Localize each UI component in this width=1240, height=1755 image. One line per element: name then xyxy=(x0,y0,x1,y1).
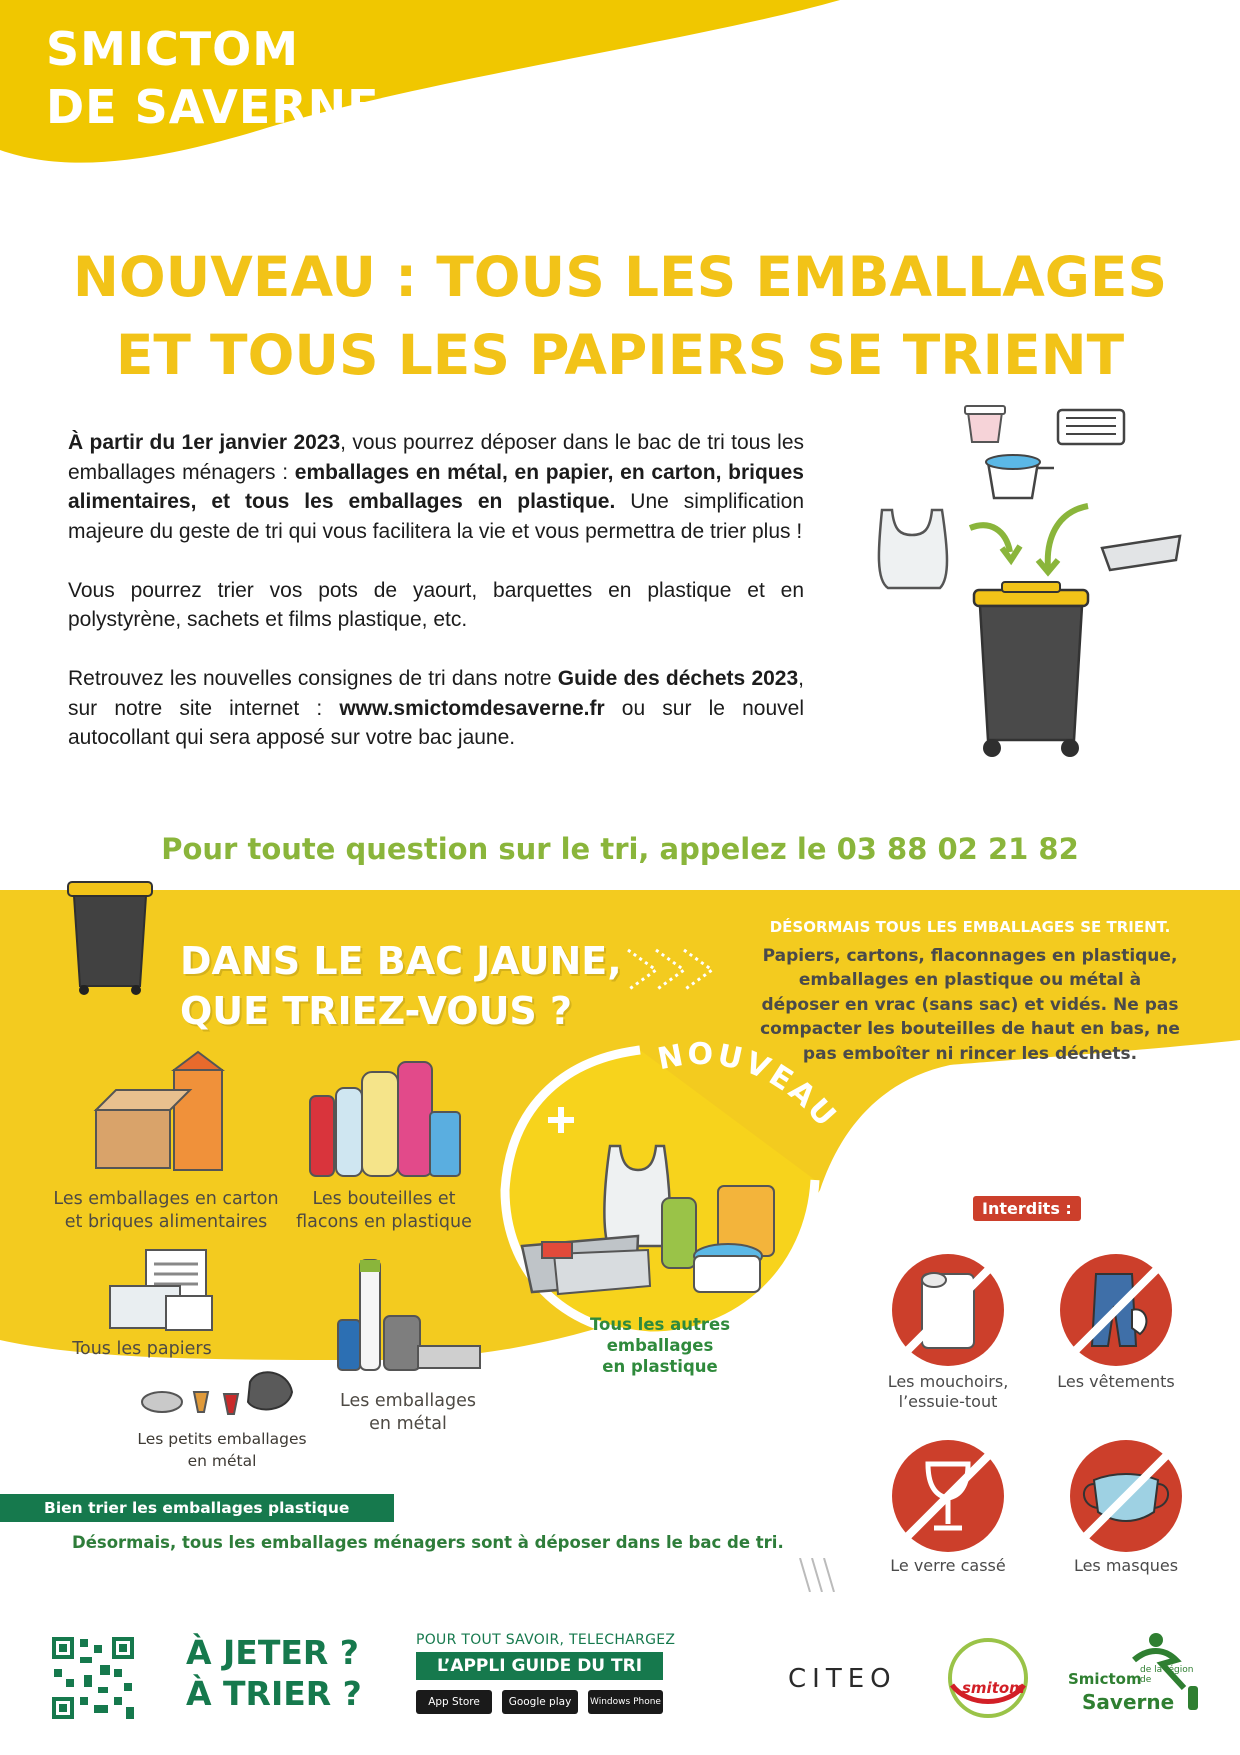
forbidden-vetements: Les vêtements xyxy=(1057,1372,1175,1391)
item-bouteilles-line1: Les bouteilles et xyxy=(312,1189,456,1209)
plastic-sorting-note: Désormais, tous les emballages ménagers sont à déposer dans le bac de tri. xyxy=(72,1533,784,1552)
qr-code-icon[interactable] xyxy=(50,1635,136,1721)
org-name-line2: DE SAVERNE xyxy=(46,80,380,134)
small-metal-packaging-icon xyxy=(138,1362,298,1422)
sorting-instructions-body: Papiers, cartons, flaconnages en plastique, emballages en plastique ou métal à déposer en vrac (sans sac) et vidés. Ne pas compacter les bouteilles de haut en bas, ne pas emboîter ni rincer les déchets. xyxy=(760,945,1180,1064)
item-autres-line1: Tous les autres xyxy=(589,1315,731,1334)
smictom-region-subtitle: de la région de xyxy=(1140,1665,1194,1685)
green-arrow-icon xyxy=(970,506,1088,572)
intro-paragraph-2: Vous pourrez trier vos pots de yaourt, barquettes en plastique et en polystyrène, sachets et films plastique, etc. xyxy=(68,578,804,631)
item-bouteilles-line2: flacons en plastique xyxy=(296,1212,472,1232)
infographic-title-line2: QUE TRIEZ-VOUS ? xyxy=(180,989,573,1033)
intro-text-run: , vous pourrez déposer dans le bac de tri tous les emballages ménagers : xyxy=(68,431,804,484)
tissues-forbidden-icon xyxy=(888,1250,1008,1370)
item-carton xyxy=(48,1188,284,1234)
other-plastics-icon xyxy=(518,1136,788,1306)
org-name xyxy=(46,20,380,136)
intro-text-run: , sur notre site internet : xyxy=(68,667,805,720)
item-carton-line2: et briques alimentaires xyxy=(64,1212,268,1232)
windows-phone-button[interactable]: Windows Phone xyxy=(588,1690,663,1714)
intro-text-run: ou sur le nouvel autocollant qui sera apposé sur votre bac jaune. xyxy=(68,696,804,749)
papers-icon xyxy=(106,1246,216,1336)
infographic-title-line1: DANS LE BAC JAUNE, xyxy=(180,939,622,983)
item-metal-line2: en métal xyxy=(369,1414,447,1434)
app-name-banner[interactable]: L’APPLI GUIDE DU TRI xyxy=(416,1652,663,1680)
metal-packaging-icon xyxy=(334,1250,484,1380)
forbidden-verre: Le verre cassé xyxy=(890,1556,1006,1575)
page-title xyxy=(0,238,1240,394)
app-store-button[interactable]: App Store xyxy=(416,1690,492,1714)
hotline-text: Pour toute question sur le tri, appelez le 03 88 02 21 82 xyxy=(161,832,1079,866)
interdits-badge: Interdits : xyxy=(973,1196,1081,1221)
item-papiers: Tous les papiers xyxy=(72,1339,212,1359)
jeter-trier-slogan xyxy=(186,1632,362,1714)
sorting-instructions-lead: DÉSORMAIS TOUS LES EMBALLAGES SE TRIENT. xyxy=(769,918,1171,936)
smitom-logo-text: smitom xyxy=(962,1679,1025,1697)
plastic-bag-icon xyxy=(879,510,947,588)
intro-text-run: Retrouvez les nouvelles consignes de tri dans notre xyxy=(68,667,558,690)
food-tray-icon xyxy=(1102,536,1180,570)
guide-link-text: Guide des déchets 2023 xyxy=(557,667,799,690)
yellow-bin-illustration xyxy=(870,400,1200,770)
item-petits-metal-line1: Les petits emballages xyxy=(137,1430,307,1448)
forbidden-mouchoirs xyxy=(868,1372,1028,1412)
item-petits-metal-line2: en métal xyxy=(187,1452,257,1470)
google-play-button[interactable]: Google play xyxy=(502,1690,578,1714)
website-link[interactable]: www.smictomdesaverne.fr xyxy=(339,696,605,720)
item-metal-line1: Les emballages xyxy=(340,1391,476,1411)
org-name-line1: SMICTOM xyxy=(46,22,300,76)
decorative-slashes xyxy=(796,1558,836,1592)
smictom-region-name: Smictom xyxy=(1068,1670,1142,1688)
item-bouteilles xyxy=(284,1188,484,1234)
intro-text xyxy=(68,428,804,782)
item-carton-line1: Les emballages en carton xyxy=(53,1189,279,1209)
forbidden-mouchoirs-line1: Les mouchoirs, xyxy=(887,1372,1009,1391)
carton-box-icon xyxy=(92,1050,232,1180)
nouveau-text: NOUVEAU xyxy=(654,1036,845,1136)
app-download-label: POUR TOUT SAVOIR, TELECHARGEZ xyxy=(416,1632,676,1648)
svg-text:NOUVEAU xyxy=(655,1037,845,1136)
plastic-basket-icon xyxy=(1058,410,1124,444)
smitom-logo-icon xyxy=(938,1635,1038,1721)
citeo-logo: CITEO xyxy=(788,1664,897,1694)
intro-date: À partir du 1er janvier 2023 xyxy=(68,431,341,454)
blue-bowl-icon xyxy=(986,455,1054,498)
jeter-line: À JETER ? xyxy=(186,1633,359,1672)
item-autres-line2: emballages xyxy=(606,1336,714,1355)
trier-line: À TRIER ? xyxy=(186,1674,362,1713)
page-title-line2: ET TOUS LES PAPIERS SE TRIENT xyxy=(115,323,1125,387)
forbidden-masques: Les masques xyxy=(1073,1556,1179,1575)
item-petits-metal xyxy=(122,1428,322,1472)
page-title-line1: NOUVEAU : TOUS LES EMBALLAGES xyxy=(72,245,1168,309)
dark-bin-icon xyxy=(64,876,156,996)
clothes-forbidden-icon xyxy=(1056,1250,1176,1370)
yellow-lid-bin-icon xyxy=(974,582,1088,757)
intro-paragraph-3 xyxy=(68,664,804,753)
broken-glass-forbidden-icon xyxy=(888,1436,1008,1556)
intro-packaging-list: emballages en métal, en papier, en carton, briques alimentaires, et tous les emballages en plastique. xyxy=(68,460,804,513)
item-metal xyxy=(318,1390,498,1436)
item-autres-line3: en plastique xyxy=(602,1357,718,1376)
mask-forbidden-icon xyxy=(1066,1436,1186,1556)
item-autres-plastiques xyxy=(560,1314,760,1377)
plastic-bottles-icon xyxy=(306,1052,466,1182)
forbidden-mouchoirs-line2: l’essuie-tout xyxy=(898,1392,998,1411)
yogurt-pot-icon xyxy=(965,406,1005,442)
infographic-title xyxy=(180,936,622,1036)
intro-paragraph-1 xyxy=(68,428,804,546)
intro-text-run: Une simplification majeure du geste de tri qui vous facilitera la vie et vous permettra de trier plus ! xyxy=(68,490,804,543)
smictom-region-city: Saverne xyxy=(1082,1690,1175,1714)
plastic-sorting-bar: Bien trier les emballages plastique xyxy=(0,1494,394,1522)
